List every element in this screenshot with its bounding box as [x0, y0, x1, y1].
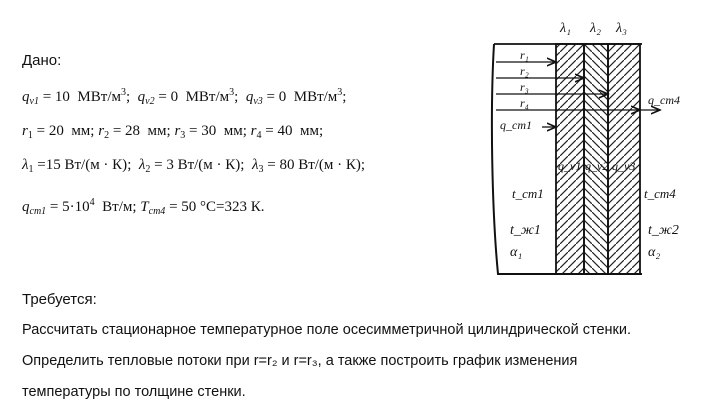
label-r2: r₂	[520, 64, 529, 78]
label-lambda3: λ₃	[616, 21, 627, 36]
label-r1: r₁	[520, 48, 529, 62]
lambda2-unit: Вт/(м · К)	[177, 157, 241, 173]
label-r4: r₄	[520, 96, 529, 110]
qct1-unit: Вт/м	[102, 199, 133, 215]
r4-value: 40	[277, 123, 293, 139]
qv1-value: 10	[54, 89, 70, 105]
qv3-value: 0	[278, 89, 287, 105]
label-lambda2: λ₂	[590, 21, 601, 36]
label-tct1: t_ст1	[512, 186, 544, 201]
r4-unit: мм	[299, 123, 319, 139]
label-tzh1: t_ж1	[510, 223, 541, 238]
given-heading: Дано:	[22, 52, 62, 69]
heat-source-line: $q_{v1} = 10$ МВт/$м^3$; $q_{v2} = 0$ МВт/$м^3$; $q_{v3} = 0$ МВт/$м^3$;	[22, 87, 347, 107]
qct1-value: 5·10	[62, 199, 90, 215]
qv1-unit: МВт/м	[77, 89, 121, 105]
label-alpha2: α₂	[648, 245, 661, 260]
conductivity-line: $\lambda_1 =15$ Вт/(м · К); $\lambda_2 = 3$ Вт/(м · К); $\lambda_3 = 80$ Вт/(м · К);	[22, 157, 366, 175]
lambda2-value: 3	[166, 157, 174, 173]
label-tzh2: t_ж2	[648, 223, 679, 238]
qct1-exponent: 4	[89, 197, 95, 208]
tct4-celsius: 50 °C	[181, 199, 217, 215]
qv2-value: 0	[170, 89, 179, 105]
required-heading: Требуется:	[22, 291, 97, 308]
label-qv1: q_v1	[558, 159, 582, 173]
qv2-unit: МВт/м	[185, 89, 230, 105]
label-qv3: q_v3	[612, 159, 636, 173]
boundary-line: $q_{ст1} = 5\cdot 10^4$ Вт/м; $T_{ст4} = 50$ °C=323 К.	[22, 197, 265, 217]
label-qct4: q_ст4	[648, 93, 680, 107]
label-qv2: q_v2	[585, 159, 609, 173]
radius-line: $r_1 = 20$ мм; $r_2 = 28$ мм; $r_3 = 30$ мм; $r_4 = 40$ мм;	[22, 123, 324, 141]
cylindrical-wall-diagram	[472, 12, 712, 292]
r3-unit: мм	[223, 123, 243, 139]
label-alpha1: α₁	[510, 245, 523, 260]
lambda1-value: 15	[45, 157, 61, 173]
r2-value: 28	[125, 123, 141, 139]
lambda3-unit: Вт/(м · К)	[298, 157, 361, 173]
required-line-3: температуры по толщине стенки.	[22, 384, 246, 400]
label-r3: r₃	[520, 80, 529, 94]
lambda3-value: 80	[279, 157, 295, 173]
required-line-1: Рассчитать стационарное температурное поле осесимметричной цилиндрической стенки.	[22, 322, 632, 338]
r1-value: 20	[48, 123, 64, 139]
r2-unit: мм	[147, 123, 167, 139]
qv3-unit: МВт/м	[293, 89, 338, 105]
r3-value: 30	[201, 123, 217, 139]
tct4-kelvin: =323 К.	[216, 199, 265, 215]
label-qct1: q_ст1	[500, 118, 532, 132]
r1-unit: мм	[71, 123, 91, 139]
label-lambda1: λ₁	[560, 21, 571, 36]
label-tct4: t_ст4	[644, 186, 676, 201]
lambda1-unit: Вт/(м · К)	[64, 157, 128, 173]
required-line-2: Определить тепловые потоки при r=r₂ и r=r₃, а также построить график изменения	[22, 353, 578, 369]
